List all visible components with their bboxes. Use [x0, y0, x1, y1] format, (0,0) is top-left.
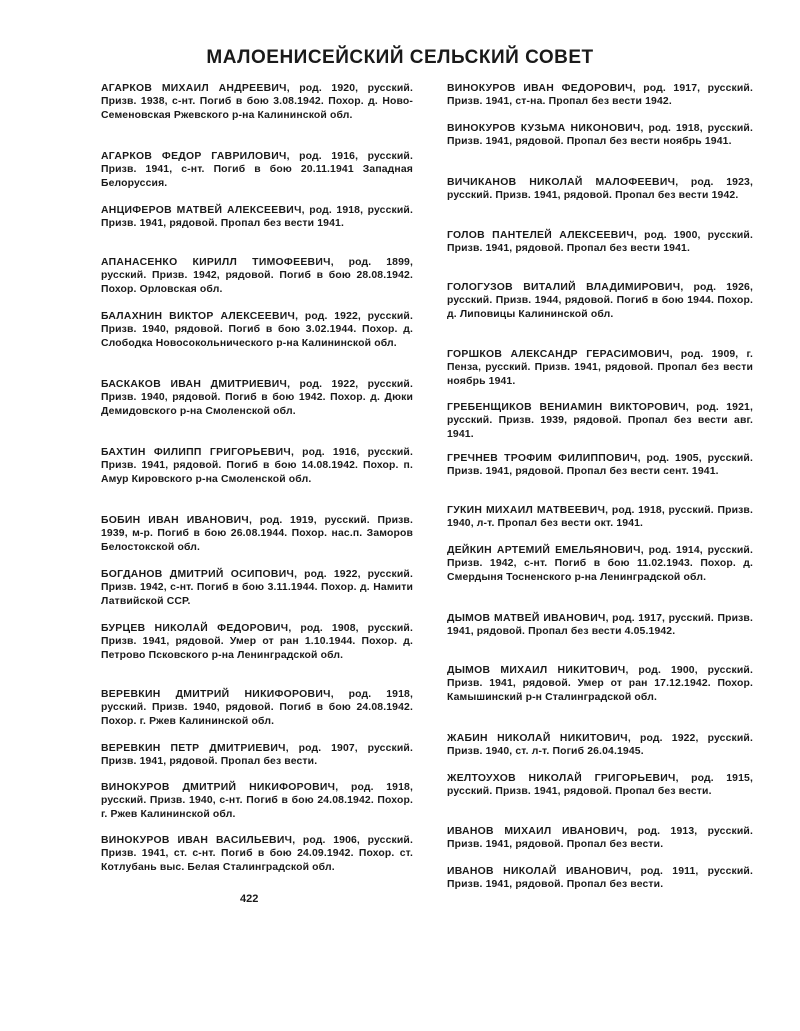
person-details: , род. 1899, русский. Призв. 1942, рядовой. Погиб в бою 28.08.1942. Похор. Орловская обл.	[101, 257, 413, 295]
list-item	[447, 772, 753, 799]
list-item	[101, 150, 413, 190]
page-number: 422	[240, 893, 259, 905]
list-item	[447, 401, 753, 441]
person-name: ГУКИН МИХАИЛ МАТВЕЕВИЧ	[447, 505, 606, 516]
person-name: АГАРКОВ МИХАИЛ АНДРЕЕВИЧ	[101, 83, 287, 94]
list-item	[101, 688, 413, 728]
list-item	[101, 622, 413, 662]
person-details: , род. 1922, русский. Призв. 1942, с-нт. Погиб в бою 3.11.1944. Похор. д. Намити Латвийской ССР.	[101, 569, 414, 607]
list-item	[101, 256, 413, 296]
person-name: ВЕРЕВКИН ДМИТРИЙ НИКИФОРОВИЧ	[101, 689, 331, 700]
person-details: , род. 1918, русский. Призв. 1941, рядовой. Пропал без вести 1941.	[101, 205, 414, 230]
person-name: ЖЕЛТОУХОВ НИКОЛАЙ ГРИГОРЬЕВИЧ	[447, 773, 676, 784]
list-item	[101, 834, 413, 874]
person-details: , род. 1920, русский. Призв. 1938, с-нт. Погиб в бою 3.08.1942. Похор. д. Ново-Семеновская Ржевского р-на Калининской обл.	[101, 83, 413, 121]
person-details: , род. 1916, русский. Призв. 1941, с-нт. Погиб в бою 20.11.1941 Западная Белоруссия.	[101, 151, 414, 189]
person-name: ДЫМОВ МАТВЕЙ ИВАНОВИЧ	[447, 613, 606, 624]
list-item	[447, 732, 753, 759]
person-details: , род. 1922, русский. Призв. 1940, рядовой. Погиб в бою 3.02.1944. Похор. д. Слободка Новосокольнического р-на Калининской обл.	[101, 311, 413, 349]
person-details: , род. 1908, русский. Призв. 1941, рядовой. Умер от ран 1.10.1944. Похор. д. Петрово Псковского р-на Ленинградской обл.	[101, 623, 414, 661]
person-name: БАСКАКОВ ИВАН ДМИТРИЕВИЧ	[101, 379, 288, 390]
person-details: , род. 1918, русский. Призв. 1941, рядовой. Пропал без вести ноябрь 1941.	[447, 123, 754, 148]
page-title: МАЛОЕНИСЕЙСКИЙ СЕЛЬСКИЙ СОВЕТ	[206, 47, 594, 68]
person-details: , род. 1922, русский. Призв. 1940, рядовой. Погиб в бою 1942. Похор. д. Дюки Демидовского р-на Смоленской обл.	[101, 379, 414, 417]
person-name: ИВАНОВ МИХАИЛ ИВАНОВИЧ	[447, 826, 625, 837]
list-item	[447, 122, 753, 149]
person-details: , род. 1922, русский. Призв. 1940, ст. л-т. Погиб 26.04.1945.	[447, 733, 753, 758]
person-name: ВИЧИКАНОВ НИКОЛАЙ МАЛОФЕЕВИЧ	[447, 177, 676, 188]
person-name: ВИНОКУРОВ ДМИТРИЙ НИКИФОРОВИЧ	[101, 782, 336, 793]
list-item	[447, 664, 753, 704]
person-name: ВИНОКУРОВ КУЗЬМА НИКОНОВИЧ	[447, 123, 641, 134]
person-details: , род. 1913, русский. Призв. 1941, рядовой. Пропал без вести.	[447, 826, 754, 851]
person-details: , род. 1900, русский. Призв. 1941, рядовой. Умер от ран 17.12.1942. Похор. Камышинский р-н Сталинградской обл.	[447, 665, 753, 703]
person-name: БУРЦЕВ НИКОЛАЙ ФЕДОРОВИЧ	[101, 623, 289, 634]
person-name: ГОЛОГУЗОВ ВИТАЛИЙ ВЛАДИМИРОВИЧ	[447, 282, 681, 293]
list-item	[447, 865, 753, 892]
list-item	[447, 825, 753, 852]
person-details: , род. 1919, русский. Призв. 1939, м-р. Погиб в бою 26.08.1944. Похор. нас.п. Заморов Белостокской обл.	[101, 515, 414, 553]
list-item	[101, 82, 413, 122]
person-name: АНЦИФЕРОВ МАТВЕЙ АЛЕКСЕЕВИЧ	[101, 205, 302, 216]
person-name: БОГДАНОВ ДМИТРИЙ ОСИПОВИЧ	[101, 569, 295, 580]
list-item	[101, 742, 413, 769]
list-item	[447, 452, 753, 479]
person-details: , род. 1909, г. Пенза, русский. Призв. 1941, рядовой. Пропал без вести ноябрь 1941.	[447, 349, 753, 387]
person-details: , род. 1915, русский. Призв. 1941, рядовой. Пропал без вести.	[447, 773, 753, 798]
list-item	[101, 310, 413, 350]
list-item	[447, 281, 753, 321]
list-item	[447, 229, 753, 256]
list-item	[101, 514, 413, 554]
list-item	[101, 446, 413, 486]
person-details: , род. 1905, русский. Призв. 1941, рядовой. Пропал без вести сент. 1941.	[447, 453, 753, 478]
list-item	[101, 781, 413, 821]
person-details: , род. 1914, русский. Призв. 1942, с-нт. Погиб в бою 11.02.1943. Похор. д. Смердыня Тосненского р-на Ленинградской обл.	[447, 545, 754, 583]
person-name: АПАНАСЕНКО КИРИЛЛ ТИМОФЕЕВИЧ	[101, 257, 331, 268]
person-name: ДЕЙКИН АРТЕМИЙ ЕМЕЛЬЯНОВИЧ	[447, 545, 641, 556]
person-name: ГРЕБЕНЩИКОВ ВЕНИАМИН ВИКТОРОВИЧ	[447, 402, 686, 413]
person-name: ВИНОКУРОВ ИВАН ВАСИЛЬЕВИЧ	[101, 835, 293, 846]
person-details: , род. 1921, русский. Призв. 1939, рядовой. Пропал без вести авг. 1941.	[447, 402, 753, 440]
person-details: , род. 1923, русский. Призв. 1941, рядовой. Пропал без вести 1942.	[447, 177, 753, 202]
list-item	[447, 348, 753, 388]
person-details: , род. 1916, русский. Призв. 1941, рядовой. Погиб в бою 14.08.1942. Похор. п. Амур Кировского р-на Смоленской обл.	[101, 447, 414, 485]
list-item	[101, 378, 413, 418]
person-details: , род. 1918, русский. Призв. 1940, л-т. Пропал без вести окт. 1941.	[447, 505, 754, 530]
person-name: ИВАНОВ НИКОЛАЙ ИВАНОВИЧ	[447, 866, 629, 877]
person-name: ДЫМОВ МИХАИЛ НИКИТОВИЧ	[447, 665, 626, 676]
list-item	[447, 504, 753, 531]
person-name: ВИНОКУРОВ ИВАН ФЕДОРОВИЧ	[447, 83, 633, 94]
person-name: ГОРШКОВ АЛЕКСАНДР ГЕРАСИМОВИЧ	[447, 349, 670, 360]
list-item	[447, 612, 753, 639]
person-details: , род. 1900, русский. Призв. 1941, рядовой. Пропал без вести 1941.	[447, 230, 753, 255]
person-name: ВЕРЕВКИН ПЕТР ДМИТРИЕВИЧ	[101, 743, 286, 754]
person-name: ГОЛОВ ПАНТЕЛЕЙ АЛЕКСЕЕВИЧ	[447, 230, 634, 241]
person-details: , род. 1907, русский. Призв. 1941, рядовой. Пропал без вести.	[101, 743, 414, 768]
list-item	[101, 204, 413, 231]
person-name: ГРЕЧНЕВ ТРОФИМ ФИЛИППОВИЧ	[447, 453, 638, 464]
person-name: БАЛАХНИН ВИКТОР АЛЕКСЕЕВИЧ	[101, 311, 296, 322]
person-name: БОБИН ИВАН ИВАНОВИЧ	[101, 515, 250, 526]
person-details: , род. 1917, русский. Призв. 1941, ст-на. Пропал без вести 1942.	[447, 83, 753, 108]
list-item	[101, 568, 413, 608]
person-name: БАХТИН ФИЛИПП ГРИГОРЬЕВИЧ	[101, 447, 291, 458]
list-item	[447, 544, 753, 584]
person-name: ЖАБИН НИКОЛАЙ НИКИТОВИЧ	[447, 733, 628, 744]
person-details: , род. 1906, русский. Призв. 1941, ст. с-нт. Погиб в бою 24.09.1942. Похор. ст. Котлубань выс. Белая Сталинградской обл.	[101, 835, 413, 873]
person-details: , род. 1926, русский. Призв. 1944, рядовой. Погиб в бою 1944. Похор. д. Липовицы Калининской обл.	[447, 282, 753, 320]
person-details: , род. 1918, русский. Призв. 1940, рядовой. Погиб в бою 24.08.1942. Похор. г. Ржев Калининской обл.	[101, 689, 413, 727]
person-name: АГАРКОВ ФЕДОР ГАВРИЛОВИЧ	[101, 151, 287, 162]
person-details: , род. 1917, русский. Призв. 1941, рядовой. Пропал без вести 4.05.1942.	[447, 613, 753, 638]
list-item	[447, 82, 753, 109]
list-item	[447, 176, 753, 203]
person-details: , род. 1918, русский. Призв. 1940, с-нт. Погиб в бою 24.08.1942. Похор. г. Ржев Калининской обл.	[101, 782, 413, 820]
person-details: , род. 1911, русский. Призв. 1941, рядовой. Пропал без вести.	[447, 866, 753, 891]
